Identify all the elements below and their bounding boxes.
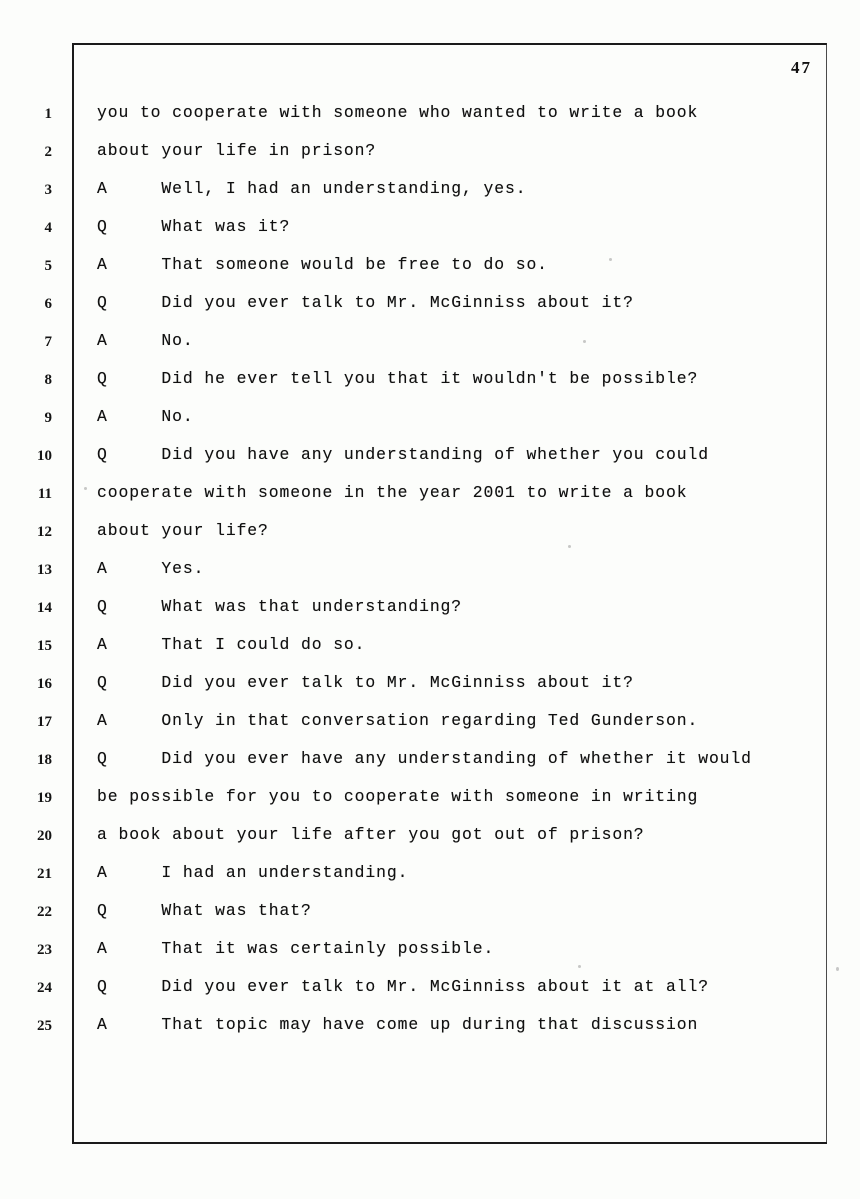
line-text: Q Did you ever talk to Mr. McGinniss about it at all? bbox=[97, 977, 709, 996]
page-number: 47 bbox=[791, 58, 812, 77]
line-number: 2 bbox=[44, 144, 52, 160]
line-number: 25 bbox=[37, 1018, 52, 1034]
scan-speck bbox=[568, 545, 571, 548]
line-number: 23 bbox=[37, 942, 52, 958]
transcript-line bbox=[0, 708, 860, 746]
line-text: A That I could do so. bbox=[97, 635, 366, 654]
transcript-line bbox=[0, 214, 860, 252]
line-text: you to cooperate with someone who wanted to write a book bbox=[97, 103, 699, 122]
line-number: 20 bbox=[37, 828, 52, 844]
line-number: 12 bbox=[37, 524, 52, 540]
transcript-line bbox=[0, 290, 860, 328]
line-number: 5 bbox=[44, 258, 52, 274]
line-number: 9 bbox=[44, 410, 52, 426]
line-text: Q Did you ever talk to Mr. McGinniss about it? bbox=[97, 293, 634, 312]
scan-speck bbox=[609, 258, 612, 261]
transcript-line bbox=[0, 480, 860, 518]
line-text: Q Did you ever have any understanding of whether it would bbox=[97, 749, 752, 768]
line-text: Q What was that understanding? bbox=[97, 597, 463, 616]
line-number: 15 bbox=[37, 638, 52, 654]
transcript-line bbox=[0, 670, 860, 708]
transcript-line bbox=[0, 404, 860, 442]
line-number: 22 bbox=[37, 904, 52, 920]
line-number: 8 bbox=[44, 372, 52, 388]
transcript-line bbox=[0, 176, 860, 214]
transcript-line bbox=[0, 100, 860, 138]
line-number: 21 bbox=[37, 866, 52, 882]
page-border-bottom bbox=[72, 1142, 827, 1144]
line-text: Q What was it? bbox=[97, 217, 291, 236]
transcript-line bbox=[0, 252, 860, 290]
transcript-line bbox=[0, 632, 860, 670]
line-text: about your life in prison? bbox=[97, 141, 377, 160]
transcript-line bbox=[0, 822, 860, 860]
line-number: 13 bbox=[37, 562, 52, 578]
line-text: Q What was that? bbox=[97, 901, 312, 920]
transcript-line bbox=[0, 518, 860, 556]
scan-speck bbox=[836, 967, 839, 971]
transcript-line bbox=[0, 860, 860, 898]
line-text: a book about your life after you got out of prison? bbox=[97, 825, 645, 844]
line-number: 6 bbox=[44, 296, 52, 312]
transcript-line bbox=[0, 1012, 860, 1050]
line-number: 18 bbox=[37, 752, 52, 768]
transcript-line bbox=[0, 594, 860, 632]
transcript-line bbox=[0, 784, 860, 822]
line-text: A Well, I had an understanding, yes. bbox=[97, 179, 527, 198]
transcript-line bbox=[0, 974, 860, 1012]
line-text: Q Did he ever tell you that it wouldn't be possible? bbox=[97, 369, 699, 388]
line-text: A That it was certainly possible. bbox=[97, 939, 495, 958]
line-number: 24 bbox=[37, 980, 52, 996]
line-text: A Only in that conversation regarding Ted Gunderson. bbox=[97, 711, 699, 730]
line-number: 11 bbox=[37, 486, 52, 502]
line-text: Q Did you have any understanding of whether you could bbox=[97, 445, 709, 464]
line-number: 17 bbox=[37, 714, 52, 730]
line-number: 1 bbox=[44, 106, 52, 122]
line-number: 3 bbox=[44, 182, 52, 198]
scan-speck bbox=[583, 340, 586, 343]
transcript-line bbox=[0, 138, 860, 176]
line-text: Q Did you ever talk to Mr. McGinniss about it? bbox=[97, 673, 634, 692]
line-text: cooperate with someone in the year 2001 to write a book bbox=[97, 483, 688, 502]
transcript-line bbox=[0, 898, 860, 936]
line-text: A No. bbox=[97, 331, 194, 350]
line-text: A That someone would be free to do so. bbox=[97, 255, 548, 274]
scan-speck bbox=[578, 965, 581, 968]
transcript-line bbox=[0, 936, 860, 974]
line-text: A That topic may have come up during that discussion bbox=[97, 1015, 699, 1034]
transcript-line bbox=[0, 556, 860, 594]
line-number: 4 bbox=[44, 220, 52, 236]
transcript-line bbox=[0, 328, 860, 366]
line-number: 7 bbox=[44, 334, 52, 350]
line-number: 14 bbox=[37, 600, 52, 616]
transcript-line bbox=[0, 746, 860, 784]
line-text: be possible for you to cooperate with someone in writing bbox=[97, 787, 699, 806]
line-text: A Yes. bbox=[97, 559, 205, 578]
page-border-top bbox=[72, 43, 827, 45]
transcript-line bbox=[0, 366, 860, 404]
transcript-line bbox=[0, 442, 860, 480]
line-number: 10 bbox=[37, 448, 52, 464]
line-text: A No. bbox=[97, 407, 194, 426]
line-number: 19 bbox=[37, 790, 52, 806]
transcript-body bbox=[0, 100, 860, 1050]
line-number: 16 bbox=[37, 676, 52, 692]
scan-speck bbox=[84, 487, 87, 490]
line-text: about your life? bbox=[97, 521, 269, 540]
line-text: A I had an understanding. bbox=[97, 863, 409, 882]
